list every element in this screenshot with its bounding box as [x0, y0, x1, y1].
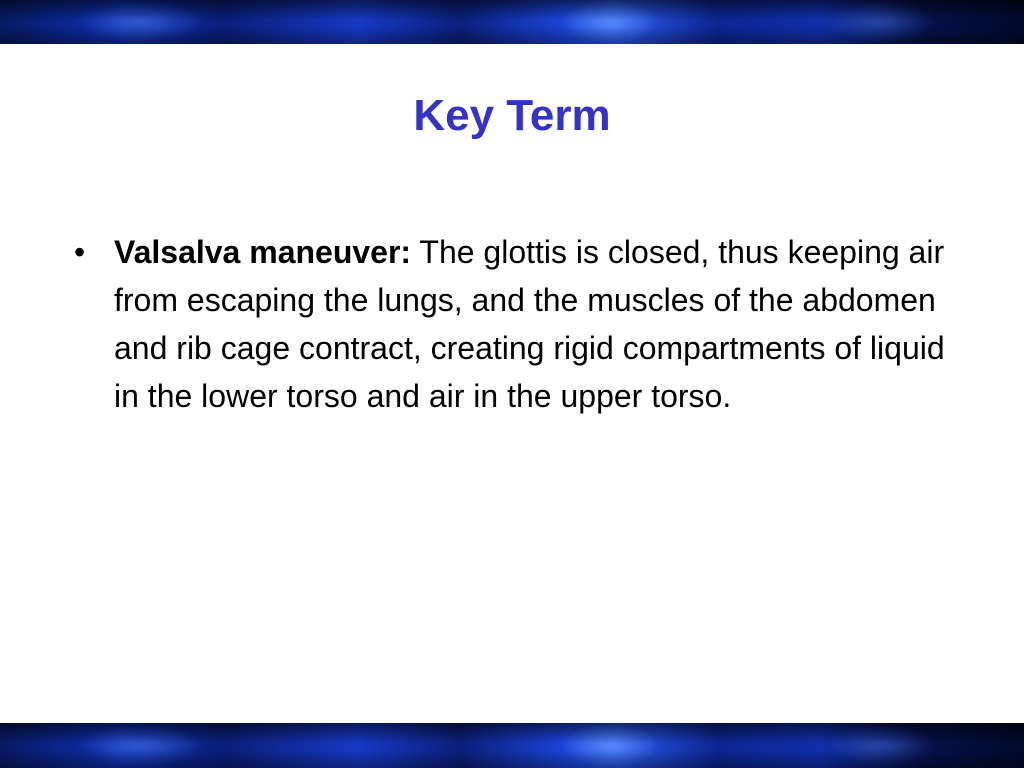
term-label: Valsalva maneuver: — [114, 234, 412, 270]
bullet-item — [70, 228, 950, 420]
top-decorative-band — [0, 0, 1024, 44]
bullet-icon: • — [74, 234, 86, 270]
bottom-decorative-band — [0, 723, 1024, 768]
slide-title: Key Term — [413, 91, 611, 140]
bullet-list — [70, 228, 950, 420]
term-definition: The glottis is closed, thus keeping air from escaping the lungs, and the muscles of the abdomen and rib cage contract, creating rigid compartments of liquid in the lower torso and air in the upper torso. — [114, 234, 945, 414]
